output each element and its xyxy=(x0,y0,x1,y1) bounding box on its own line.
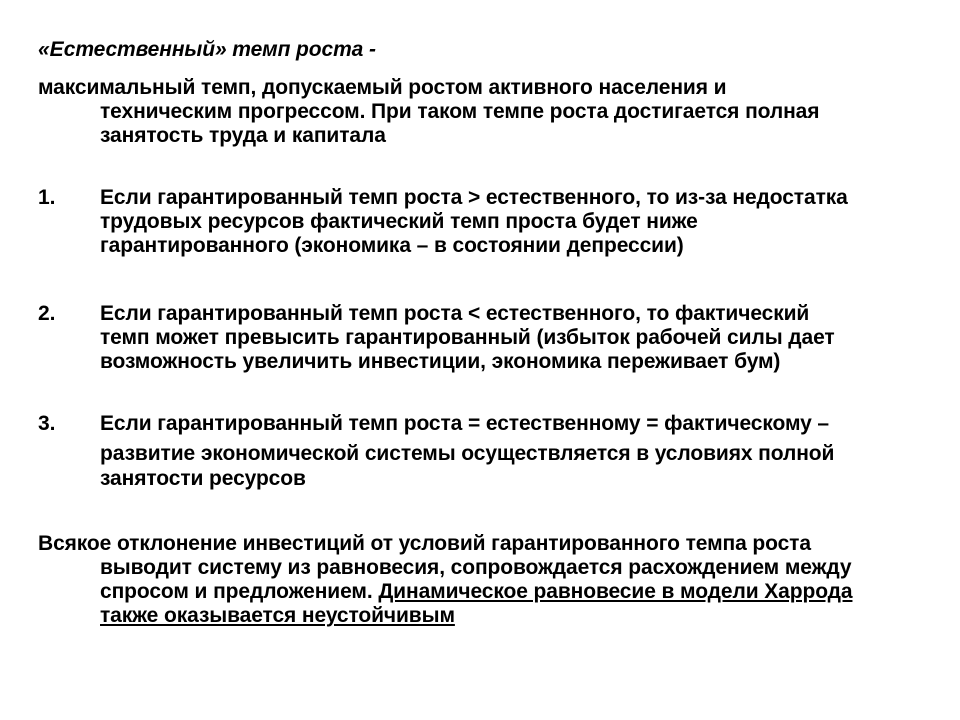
item-3-line-3: занятости ресурсов xyxy=(100,467,306,490)
item-2-line-1: Если гарантированный темп роста < естественного, то фактический xyxy=(100,302,810,325)
conclusion-line-4: также оказывается неустойчивым xyxy=(100,604,455,627)
definition-line-2: техническим прогрессом. При таком темпе роста достигается полная xyxy=(100,100,820,123)
item-1-number: 1. xyxy=(38,186,56,209)
conclusion-line-3 xyxy=(100,580,852,604)
slide-title: «Естественный» темп роста - xyxy=(38,38,376,61)
item-1-line-2: трудовых ресурсов фактический темп проста будет ниже xyxy=(100,210,698,233)
item-3-number: 3. xyxy=(38,412,56,435)
item-2-line-3: возможность увеличить инвестиции, экономика переживает бум) xyxy=(100,350,781,373)
item-1-line-3: гарантированного (экономика – в состоянии депрессии) xyxy=(100,234,684,257)
item-3-line-2: развитие экономической системы осуществляется в условиях полной xyxy=(100,442,835,465)
item-2-number: 2. xyxy=(38,302,56,325)
definition-line-3: занятость труда и капитала xyxy=(100,124,386,147)
item-1-line-1: Если гарантированный темп роста > естественного, то из-за недостатка xyxy=(100,186,848,209)
conclusion-line-3-plain: спросом и предложением. xyxy=(100,580,379,603)
conclusion-line-1: Всякое отклонение инвестиций от условий гарантированного темпа роста xyxy=(38,532,811,555)
conclusion-line-2: выводит систему из равновесия, сопровождается расхождением между xyxy=(100,556,852,579)
conclusion-underlined-statement: Динамическое равновесие в модели Харрода xyxy=(378,580,853,603)
definition-line-1: максимальный темп, допускаемый ростом активного населения и xyxy=(38,76,727,99)
item-2-line-2: темп может превысить гарантированный (избыток рабочей силы дает xyxy=(100,326,835,349)
item-3-line-1: Если гарантированный темп роста = естественному = фактическому – xyxy=(100,412,829,435)
